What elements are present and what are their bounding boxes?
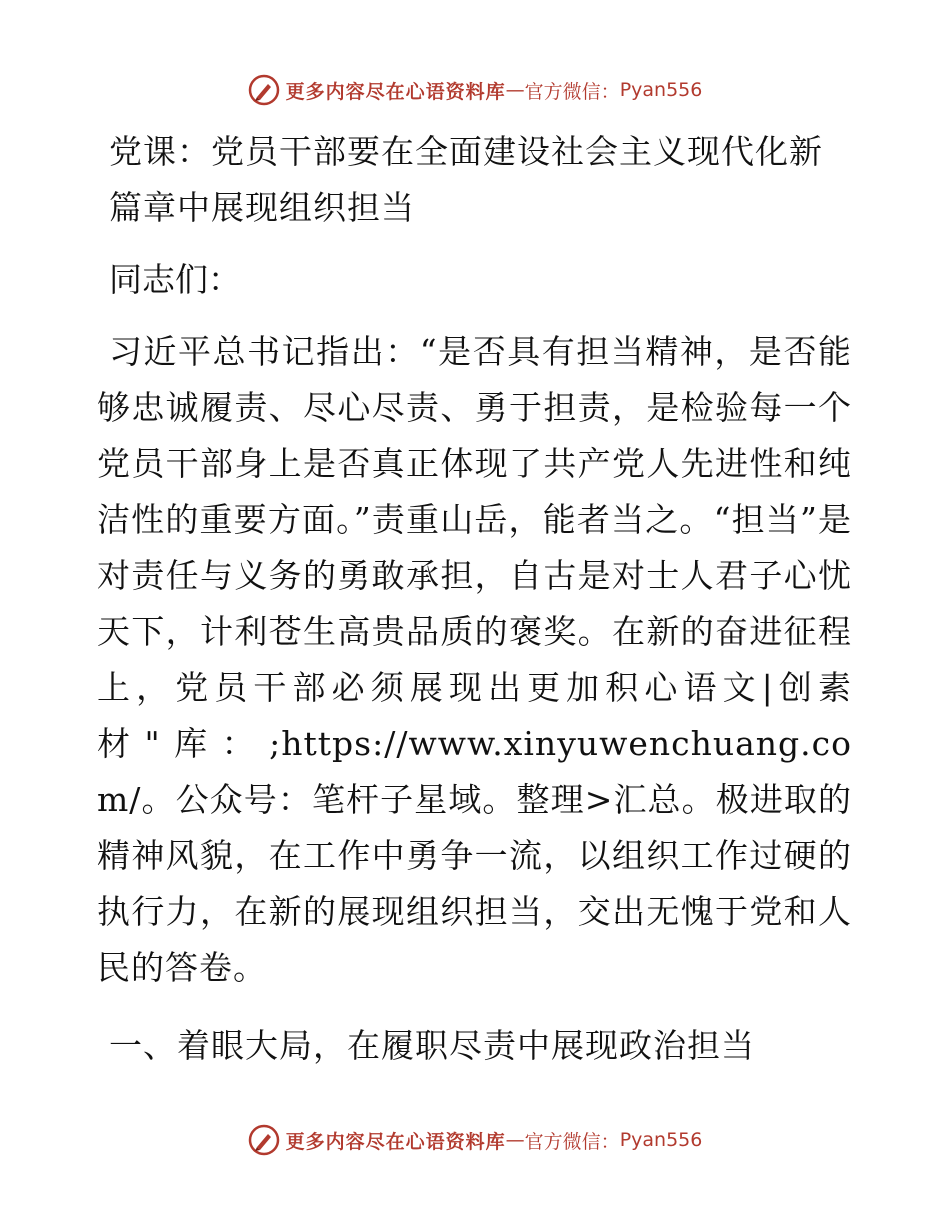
section-heading: 一、着眼大局，在履职尽责中展现政治担当 [109,1026,755,1065]
banner-wechat-id: Pyan556 [619,1129,703,1151]
banner-slogan: 更多内容尽在心语资料库 [285,80,506,103]
banner-separator: — [505,1129,525,1151]
banner-wechat-id: Pyan556 [619,79,703,101]
paragraph: 习近平总书记指出：“是否具有担当精神，是否能够忠诚履责、尽心尽责、勇于担责，是检验每一个党员干部身上是否真正体现了共产党人先进性和纯洁性的重要方面。”责重山岳，能者当之。“担当”是对责任与义务的勇敢承担，自古是对士人君子心忧天下，计利苍生高贵品质的褒奖。在新的奋进征程上，党员干部必须展现出更加积心语文|创素材"库：;https://www.xinyuwenchuang.com/。公众号：笔杆子星域。整理>汇总。极进取的精神风貌，在工作中勇争一流，以组织工作过硬的执行力，在新的展现组织担当，交出无愧于党和人民的答卷。 [97,332,852,987]
header-banner [0,70,950,110]
greeting: 同志们： [109,260,241,299]
footer-banner [0,1120,950,1160]
document-body [97,124,852,1074]
pen-logo-icon [248,74,280,106]
banner-separator: — [505,79,525,101]
document-title: 党课：党员干部要在全面建设社会主义现代化新篇章中展现组织担当 [109,132,823,227]
pen-logo-icon [248,1124,280,1156]
banner-slogan: 更多内容尽在心语资料库 [285,1130,506,1153]
banner-wechat-label: 官方微信： [524,80,620,103]
banner-wechat-label: 官方微信： [524,1130,620,1153]
